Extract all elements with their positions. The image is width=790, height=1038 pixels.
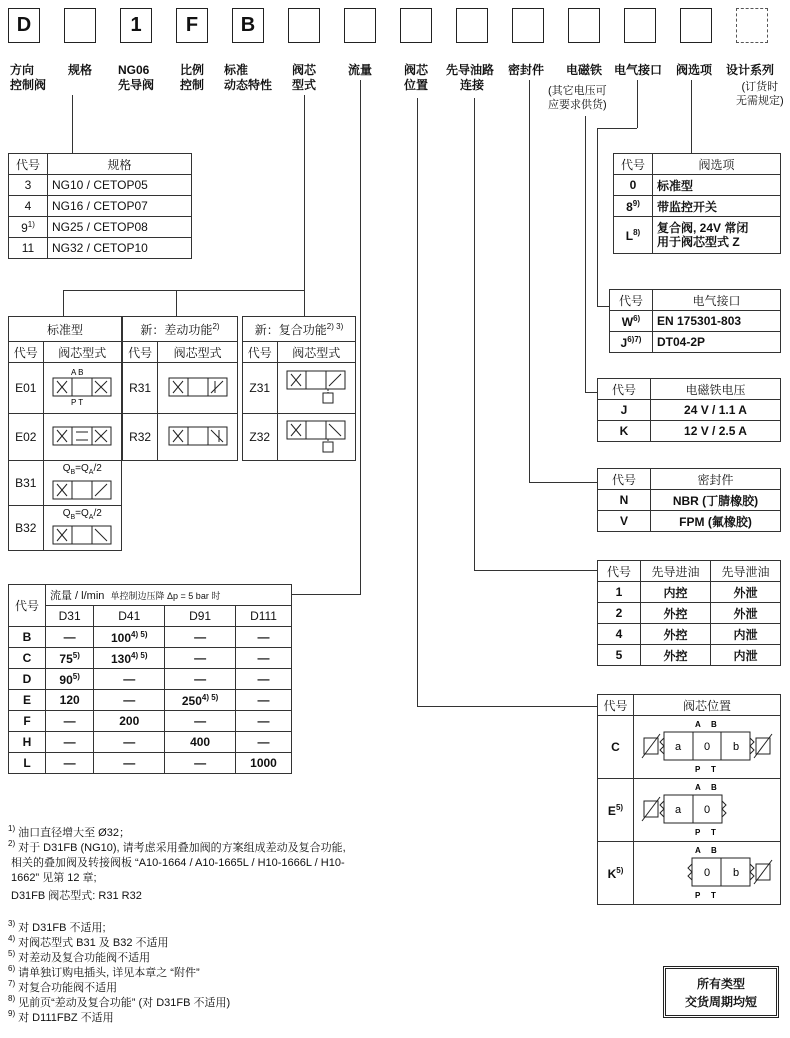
- table-row: 5 外控 内泄: [598, 645, 781, 666]
- footnote: $^{1)}$ 油口直径增大至 Ø32；: [8, 824, 130, 839]
- table-row: K 12 V / 2.5 A: [598, 421, 781, 442]
- svg-text:A: A: [695, 846, 701, 855]
- label-solenoid: 电磁铁: [566, 63, 603, 77]
- code-box-9: [456, 8, 488, 43]
- table-row: 11 NG32 / CETOP10: [9, 238, 192, 259]
- svg-text:P: P: [695, 765, 701, 774]
- footnote: 1662” 见第 12 章;: [11, 871, 97, 884]
- solenoid-voltage-note: (其它电压可 应要求供货): [548, 85, 607, 111]
- size-table: [8, 153, 192, 259]
- footnote: $^{7)}$ 对复合功能阀不适用: [8, 979, 118, 994]
- label-electrical: 电气接口: [614, 63, 663, 77]
- code-box-12: [624, 8, 656, 43]
- table-row: D 90$^{5)}$ — — —: [9, 669, 292, 690]
- code-box-2: [64, 8, 96, 43]
- table-row: J 24 V / 1.1 A: [598, 400, 781, 421]
- electrical-table: 代号 电气接口 $W^{6)}$ EN 175301-803 $J^{6)7)}$ DT04-2P: [609, 289, 781, 353]
- table-row: 2 外控 外泄: [598, 603, 781, 624]
- spool-position-table: 代号 阀芯位置 C A B a 0 b P T $E^{5)}$ A B a 0 P T $K^{5)}$ A B 0 b P T: [597, 694, 781, 905]
- footnote: $^{8)}$ 见前页“差动及复合功能” (对 D31FB 不适用): [8, 994, 231, 1009]
- label-dynamics: 标准 动态特性: [224, 63, 273, 92]
- size-header-spec: 规格: [48, 154, 192, 175]
- svg-text:T: T: [711, 828, 716, 837]
- spool-symbol-icon: [49, 479, 115, 501]
- table-row: $L^{8)}$ 复合阀, 24V 常闭 用于阀芯型式 Z: [614, 217, 781, 254]
- table-row: C A B a 0 b P T: [598, 716, 781, 779]
- svg-text:A: A: [695, 720, 701, 729]
- table-row: 1 内控 外泄: [598, 582, 781, 603]
- spool-symbol-icon: [49, 424, 115, 448]
- table-row: Z32: [243, 414, 356, 461]
- table-row: E01 A B P T: [9, 363, 122, 414]
- label-seals: 密封件: [508, 63, 545, 77]
- footnote: $^{6)}$ 请单独订购电插头, 详见本章之 “附件”: [8, 964, 200, 979]
- label-spool-type: 阀芯 型式: [292, 63, 317, 92]
- table-row: $W^{6)}$ EN 175301-803: [610, 311, 781, 332]
- svg-text:P: P: [695, 828, 701, 837]
- table-row: N NBR (丁腈橡胶): [598, 490, 781, 511]
- table-row: Z31: [243, 363, 356, 414]
- design-series-note: (订货时 无需规定): [736, 81, 784, 107]
- flow-table: 代号 流量 / l/min 单控制边压降 Δp = 5 bar 时 D31 D41 D91 D111 B — $100^{4) 5)}$ — — C 75$^{5)}$ $130^{4) 5)}$ — — D 90$^{5)}$ — — — E 120 — $250^{4) 5)}$ — F — 200 — — H — — 400 — L — — — 1000: [8, 584, 292, 774]
- spool-symbol-icon: [49, 367, 115, 407]
- svg-text:B: B: [711, 783, 717, 792]
- spool-symbol-icon: [283, 417, 349, 455]
- table-row: V FPM (氟橡胶): [598, 511, 781, 532]
- table-row: 0 标准型: [614, 175, 781, 196]
- svg-text:B: B: [711, 720, 717, 729]
- table-row: B32 $Q_B=Q_A/2$: [9, 506, 122, 551]
- table-row: L — — — 1000: [9, 753, 292, 774]
- seal-table: 代号 密封件 N NBR (丁腈橡胶) V FPM (氟橡胶): [597, 468, 781, 532]
- solenoid-table: 代号 电磁铁电压 J 24 V / 1.1 A K 12 V / 2.5 A: [597, 378, 781, 442]
- svg-text:A B: A B: [71, 367, 84, 377]
- svg-text:a: a: [675, 741, 682, 753]
- table-row: E02: [9, 414, 122, 461]
- table-row: $J^{6)7)}$ DT04-2P: [610, 332, 781, 353]
- code-box-13: [680, 8, 712, 43]
- table-row: 4 外控 内泄: [598, 624, 781, 645]
- spool-position-k-icon: [638, 844, 776, 902]
- spool-symbol-icon: [165, 424, 231, 448]
- table-row: 4 NG16 / CETOP07: [9, 196, 192, 217]
- delivery-note-box: 所有类型 交货周期均短: [663, 966, 779, 1018]
- svg-text:0: 0: [704, 741, 711, 753]
- table-row: 9$^{1)}$ NG25 / CETOP08: [9, 217, 192, 238]
- svg-text:B: B: [711, 846, 717, 855]
- code-box-10: [512, 8, 544, 43]
- svg-text:T: T: [711, 765, 716, 774]
- spool-symbol-icon: [283, 367, 349, 407]
- code-box-11: [568, 8, 600, 43]
- table-row: E 120 — $250^{4) 5)}$ —: [9, 690, 292, 711]
- label-options: 阀选项: [676, 63, 713, 77]
- table-row: B31 $Q_B=Q_A/2$: [9, 461, 122, 506]
- spool-position-c-icon: [638, 718, 776, 776]
- spool-symbol-icon: [49, 524, 115, 546]
- footnote: $^{2)}$ 对于 D31FB (NG10), 请考虑采用叠加阀的方案组成差动及复合功能,: [8, 839, 346, 854]
- label-size: 规格: [68, 63, 93, 77]
- code-box-5: B: [232, 8, 264, 43]
- table-row: $E^{5)}$ A B a 0 P T: [598, 779, 781, 842]
- label-flow: 流量: [348, 63, 373, 77]
- table-row: 8$^{9)}$ 带监控开关: [614, 196, 781, 217]
- pilot-table: 代号 先导进油 先导泄油 1 内控 外泄 2 外控 外泄 4 外控 内泄 5 外控 内泄: [597, 560, 781, 666]
- footnote: $^{9)}$ 对 D111FBZ 不适用: [8, 1009, 114, 1024]
- code-box-design-series: [736, 8, 768, 43]
- table-row: F — 200 — —: [9, 711, 292, 732]
- svg-text:b: b: [733, 741, 740, 753]
- code-box-6: [288, 8, 320, 43]
- table-row: $K^{5)}$ A B 0 b P T: [598, 842, 781, 905]
- svg-text:A: A: [695, 783, 701, 792]
- option-table: 代号 阀选项 0 标准型 8$^{9)}$ 带监控开关 $L^{8)}$ 复合阀, 24V 常闭 用于阀芯型式 Z: [613, 153, 781, 254]
- footnote: D31FB 阀芯型式: R31 R32: [11, 889, 142, 902]
- table-row: C 75$^{5)}$ $130^{4) 5)}$ — —: [9, 648, 292, 669]
- label-proportional: 比例 控制: [180, 63, 205, 92]
- table-row: R31: [123, 363, 238, 414]
- label-direction-valve: 方向 控制阀: [10, 63, 47, 92]
- footnote: $^{4)}$ 对阀芯型式 B31 及 B32 不适用: [8, 934, 169, 949]
- label-pilot-connection: 先导油路 连接: [446, 63, 495, 92]
- svg-text:T: T: [711, 891, 716, 900]
- spool-standard-title: 标准型: [9, 317, 122, 342]
- svg-text:P: P: [695, 891, 701, 900]
- svg-text:a: a: [675, 804, 682, 816]
- svg-text:0: 0: [704, 867, 711, 879]
- label-design-series: 设计系列: [726, 63, 775, 77]
- code-box-1: D: [8, 8, 40, 43]
- table-row: B — $100^{4) 5)}$ — —: [9, 627, 292, 648]
- footnote: 相关的叠加阀及转接阀板 “A10-1664 / A10-1665L / H10-1666L / H10-: [11, 856, 345, 869]
- footnote: $^{5)}$ 对差动及复合功能阀不适用: [8, 949, 151, 964]
- label-pilot-valve: NG06 先导阀: [118, 63, 155, 92]
- table-row: 3 NG10 / CETOP05: [9, 175, 192, 196]
- table-row: R32: [123, 414, 238, 461]
- code-box-3: 1: [120, 8, 152, 43]
- spool-position-e-icon: [638, 781, 776, 839]
- code-box-8: [400, 8, 432, 43]
- svg-text:0: 0: [704, 804, 711, 816]
- label-spool-position: 阀芯 位置: [404, 63, 429, 92]
- spool-differential-table: 新：差动功能$^{2)}$ 代号 阀芯型式 R31 R32: [122, 316, 238, 461]
- svg-text:b: b: [733, 867, 740, 879]
- spool-symbol-icon: [165, 375, 231, 399]
- footnote: $^{3)}$ 对 D31FB 不适用;: [8, 919, 106, 934]
- svg-text:P T: P T: [71, 397, 84, 407]
- table-row: H — — 400 —: [9, 732, 292, 753]
- spool-standard-table: 标准型 代号 阀芯型式 E01 A B P T E02 B31 $Q_B=Q_A/2$ B32 $Q_B=Q_A/2$: [8, 316, 122, 551]
- code-box-7: [344, 8, 376, 43]
- code-box-4: F: [176, 8, 208, 43]
- spool-composite-table: 新：复合功能$^{2) 3)}$ 代号 阀芯型式 Z31 Z32: [242, 316, 356, 461]
- size-header-code: 代号: [9, 154, 48, 175]
